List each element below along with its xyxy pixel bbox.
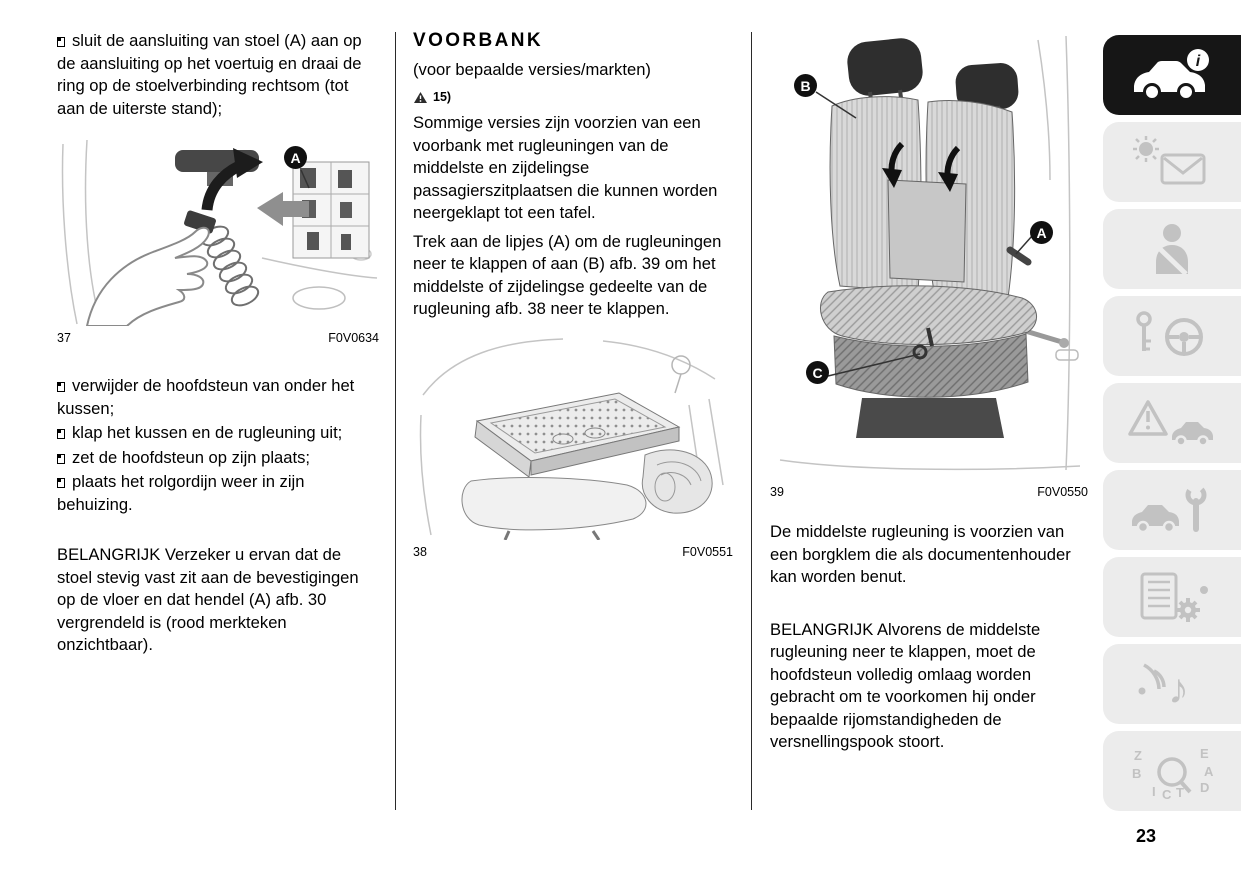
label-letter: A — [290, 149, 301, 166]
warning-note-number: 15) — [433, 90, 452, 104]
music-note-waves-icon — [1126, 655, 1218, 713]
index-letter: Z — [1134, 748, 1142, 763]
square-bullet-icon — [57, 382, 65, 392]
label-letter: C — [812, 364, 823, 381]
figure-39-caption — [770, 485, 1088, 499]
column-middle — [413, 30, 733, 559]
section-subheading: (voor bepaalde versies/markten) — [413, 60, 651, 79]
index-letter: I — [1152, 784, 1156, 799]
paragraph: Sommige versies zijn voorzien van een voorbank met rugleuningen van de middelste en zijdelingse passagierszitplaatsen die kunnen worden neergeklapt tot een tafel. — [413, 113, 718, 222]
bullet-item — [57, 422, 379, 445]
figure-38-caption — [413, 545, 733, 559]
tab-service-maintenance[interactable] — [1103, 470, 1241, 550]
column-divider — [395, 32, 396, 810]
paragraph: De middelste rugleuning is voorzien van een borgklem die als documentenhouder kan worden benut. — [770, 522, 1071, 586]
bullet-item — [57, 447, 379, 470]
index-letter: D — [1200, 780, 1210, 795]
square-bullet-icon — [57, 37, 65, 47]
key-steering-icon — [1126, 307, 1218, 365]
figure-number: 39 — [770, 485, 784, 499]
bullet-paragraph — [57, 30, 379, 120]
bullet-text: zet de hoofdsteun op zijn plaats; — [72, 447, 311, 467]
tab-multimedia[interactable] — [1103, 644, 1241, 724]
figure-39-label-c — [806, 361, 829, 384]
bullet-text: klap het kussen en de rugleuning uit; — [72, 423, 343, 442]
figure-code: F0V0551 — [682, 544, 733, 559]
bullet-list — [57, 375, 379, 516]
seatbelt-person-icon — [1126, 220, 1218, 278]
column-right — [770, 30, 1088, 754]
figure-number: 37 — [57, 331, 71, 345]
figure-37 — [57, 136, 379, 345]
column-left — [57, 30, 379, 657]
warning-triangle-icon — [413, 91, 428, 104]
bullet-text: plaats het rolgordijn weer in zijn behuizing. — [57, 472, 305, 514]
label-letter: A — [1036, 224, 1047, 241]
paragraph: Trek aan de lipjes (A) om de rugleuningen neer te klappen of aan (B) afb. 39 om het middelste of zijdelingse gedeelte van de rugleuning afb. 38 neer te klappen. — [413, 231, 722, 318]
tab-index[interactable] — [1103, 731, 1241, 811]
square-bullet-icon — [57, 478, 65, 488]
info-letter: i — [1195, 53, 1201, 70]
important-note: BELANGRIJK Verzeker u ervan dat de stoel stevig vast zit aan de bevestigingen op de vloer en dat hendel (A) afb. 30 vergrendeld is (rood merkteken onzichtbaar). — [57, 545, 359, 654]
document-gear-icon — [1126, 568, 1218, 626]
figure-code: F0V0634 — [328, 331, 379, 345]
alphabet-magnifier-icon — [1126, 742, 1218, 800]
music-note-glyph: ♪ — [1168, 665, 1189, 712]
figure-37-caption — [57, 331, 379, 345]
warning-triangle-car-icon — [1126, 394, 1218, 452]
warning-reference — [413, 90, 733, 104]
bullet-text: verwijder de hoofdsteun van onder het kussen; — [57, 376, 355, 418]
bullet-text: sluit de aansluiting van stoel (A) aan op de aansluiting op het voertuig en draai de ring op de stoelverbinding rechtsom (tot aan de uiterste stand); — [57, 31, 362, 118]
bullet-item — [57, 375, 379, 420]
figure-37-illustration — [57, 136, 379, 326]
bullet-item — [57, 471, 379, 516]
figure-code: F0V0550 — [1037, 485, 1088, 499]
important-note: BELANGRIJK Alvorens de middelste rugleuning neer te klappen, moet de hoofdsteun volledig omlaag worden gebracht om te voorkomen hij onder bepaalde rijomstandigheden de versnellingspook stoort. — [770, 619, 1041, 751]
tab-safety[interactable] — [1103, 209, 1241, 289]
index-letter: A — [1204, 764, 1214, 779]
column-divider — [751, 32, 752, 810]
figure-39-label-a — [1030, 221, 1053, 244]
tab-vehicle-info[interactable] — [1103, 35, 1241, 115]
square-bullet-icon — [57, 429, 65, 439]
car-info-icon — [1126, 46, 1218, 104]
sun-envelope-icon — [1126, 133, 1218, 191]
tab-emergency[interactable] — [1103, 383, 1241, 463]
index-letter: T — [1176, 785, 1184, 800]
figure-37-label-a — [284, 146, 307, 169]
tab-starting-driving[interactable] — [1103, 296, 1241, 376]
tab-warning-lights-messages[interactable] — [1103, 122, 1241, 202]
page-number: 23 — [1136, 826, 1157, 846]
tab-technical-data[interactable] — [1103, 557, 1241, 637]
figure-38 — [413, 335, 733, 559]
label-letter: B — [800, 77, 811, 94]
index-letter: E — [1200, 746, 1209, 761]
figure-39-illustration — [770, 30, 1088, 480]
square-bullet-icon — [57, 454, 65, 464]
index-letter: B — [1132, 766, 1142, 781]
figure-number: 38 — [413, 544, 427, 559]
section-heading: VOORBANK — [413, 30, 544, 51]
figure-39-label-b — [794, 74, 817, 97]
chapter-tabs-sidebar — [1103, 35, 1241, 811]
figure-39 — [770, 30, 1088, 499]
car-wrench-icon — [1126, 481, 1218, 539]
index-letter: C — [1162, 787, 1172, 800]
figure-38-illustration — [413, 335, 731, 540]
